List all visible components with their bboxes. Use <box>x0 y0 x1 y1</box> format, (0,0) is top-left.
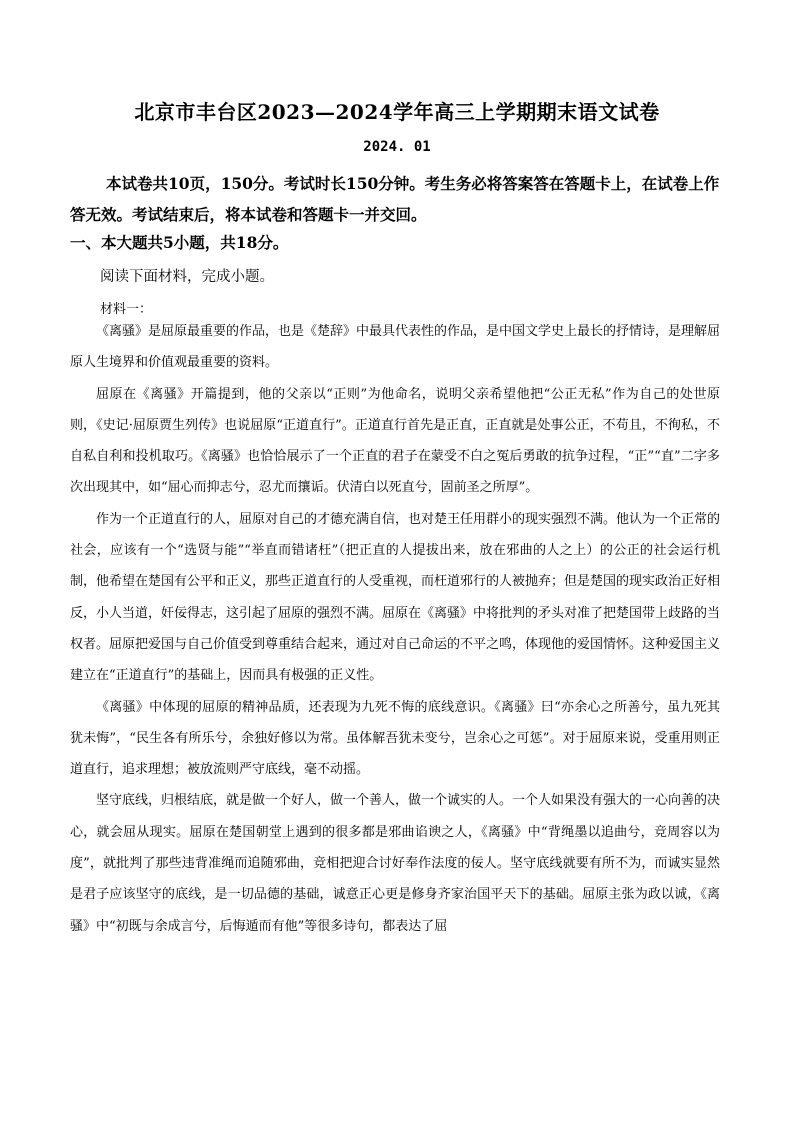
exam-notice: 本试卷共10页，150分。考试时长150分钟。考生务必将答案答在答题卡上，在试卷上作答无效。考试结束后，将本试卷和答题卡一并交回。 <box>70 174 720 224</box>
material-paragraph: 作为一个正道直行的人，屈原对自己的才德充满自信，也对楚王任用群小的现实强烈不满。他认为一个正常的社会，应该有一个“选贤与能”“举直而错诸枉”（把正直的人提拔出来，放在邪曲的人之上）的公正的社会运行机制，他希望在楚国有公平和正义，那些正道直行的人受重视，而枉道邪行的人被抛弃；但是楚国的现实政治正好相反，小人当道，奸佞得志，这引起了屈原的强烈不满。屈原在《离骚》中将批判的矛头对准了把楚国带上歧路的当权者。屈原把爱国与自己价值受到尊重结合起来，通过对自己命运的不平之鸣，体现他的爱国情怀。这种爱国主义建立在“正道直行”的基础上，因而具有极强的正义性。 <box>70 511 721 684</box>
reading-instruction: 阅读下面材料，完成小题。 <box>100 269 274 285</box>
material-body <box>70 316 720 942</box>
section-heading: 一、本大题共5小题，共18分。 <box>70 233 289 252</box>
exam-title: 北京市丰台区2023—2024学年高三上学期期末语文试卷 <box>134 100 660 124</box>
material-paragraph: 《离骚》是屈原最重要的作品，也是《楚辞》中最具代表性的作品，是中国文学史上最长的抒情诗，是理解屈原人生境界和价值观最重要的资料。 <box>70 324 721 371</box>
material-paragraph: 《离骚》中体现的屈原的精神品质，还表现为九死不悔的底线意识。《离骚》曰“亦余心之所善兮，虽九死其犹未悔”，“民生各有所乐兮，余独好修以为常。虽体解吾犹未变兮，岂余心之可惩”。对于屈原来说，受重用则正道直行，追求理想；被放流则严守底线，毫不动摇。 <box>70 699 720 778</box>
material-paragraph: 屈原在《离骚》开篇提到，他的父亲以“正则”为他命名，说明父亲希望他把“公正无私”作为自己的处世原则，《史记·屈原贾生列传》也说屈原“正道直行”。正道直行首先是正直，正直就是处事公正，不苟且，不徇私，不自私自利和投机取巧。《离骚》也恰恰展示了一个正直的君子在蒙受不白之冤后勇敢的抗争过程，“正”“直”二字多次出现其中，如“屈心而抑志兮，忍尤而攘诟。伏清白以死直兮，固前圣之所厚”。 <box>70 386 720 496</box>
exam-date: 2024. 01 <box>363 139 431 155</box>
material-paragraph: 坚守底线，归根结底，就是做一个好人，做一个善人，做一个诚实的人。一个人如果没有强大的一心向善的决心，就会屈从现实。屈原在楚国朝堂上遇到的很多都是邪曲谄谀之人，《离骚》中“背绳墨以追曲兮，竞周容以为度”，就批判了那些违背准绳而追随邪曲，竞相把迎合讨好奉作法度的佞人。坚守底线就要有所不为，而诚实显然是君子应该坚守的底线，是一切品德的基础，诚意正心更是修身齐家治国平天下的基础。屈原主张为政以诚，《离骚》中“初既与余成言兮，后悔遁而有他”等很多诗句，都表达了屈 <box>70 793 721 934</box>
material-label: 材料一： <box>100 302 153 317</box>
